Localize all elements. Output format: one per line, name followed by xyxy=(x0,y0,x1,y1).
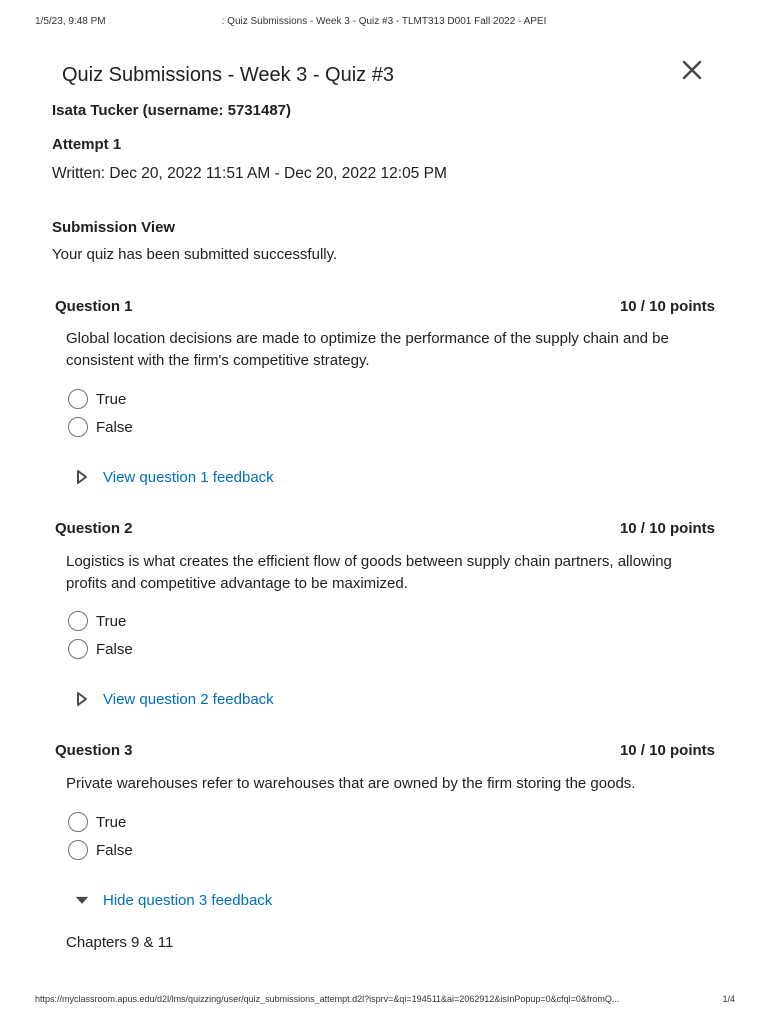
question-text: Global location decisions are made to optimize the performance of the supply chain and be consistent with the firm's competitive strategy. xyxy=(66,330,669,369)
attempt-written-time: Written: Dec 20, 2022 11:51 AM - Dec 20, 2022 12:05 PM xyxy=(52,165,447,182)
feedback-toggle-2[interactable] xyxy=(75,688,274,710)
question-text: Private warehouses refer to warehouses that are owned by the firm storing the goods. xyxy=(66,775,636,792)
radio-button[interactable] xyxy=(68,812,88,832)
radio-button[interactable] xyxy=(68,840,88,860)
page-title: Quiz Submissions - Week 3 - Quiz #3 xyxy=(62,64,394,86)
print-url: https://myclassroom.apus.edu/d2l/lms/quizzing/user/quiz_submissions_attempt.d2l?isprv=&qi=194511&ai=2062912&isInPopup=0&cfql=0&fromQ... xyxy=(35,994,620,1004)
caret-right-icon xyxy=(75,469,89,485)
question-2 xyxy=(55,520,715,720)
radio-button[interactable] xyxy=(68,611,88,631)
feedback-toggle-1[interactable] xyxy=(75,466,274,488)
question-number: Question 3 xyxy=(55,742,133,759)
radio-button[interactable] xyxy=(68,389,88,409)
option-label: False xyxy=(96,418,133,436)
attempt-label: Attempt 1 xyxy=(52,136,122,153)
question-text: Logistics is what creates the efficient flow of goods between supply chain partners, allowing profits and competitive advantage to be maximized. xyxy=(66,553,672,592)
radio-button[interactable] xyxy=(68,417,88,437)
option-true[interactable] xyxy=(68,609,126,633)
question-3 xyxy=(55,742,715,962)
question-header xyxy=(55,520,715,540)
question-header xyxy=(55,742,715,762)
close-button[interactable] xyxy=(678,56,706,84)
feedback-link[interactable]: View question 1 feedback xyxy=(103,468,274,486)
question-points: 10 / 10 points xyxy=(619,520,715,537)
caret-down-icon xyxy=(75,892,89,908)
question-points: 10 / 10 points xyxy=(619,298,715,315)
submission-message: Your quiz has been submitted successfully. xyxy=(52,246,338,263)
option-label: True xyxy=(96,390,127,408)
submission-view-label: Submission View xyxy=(52,219,176,236)
radio-button[interactable] xyxy=(68,639,88,659)
option-true[interactable] xyxy=(68,387,126,411)
feedback-content: Chapters 9 & 11 xyxy=(66,934,174,951)
question-1 xyxy=(55,298,715,498)
question-number: Question 2 xyxy=(55,520,133,537)
feedback-link[interactable]: Hide question 3 feedback xyxy=(103,891,273,909)
print-footer xyxy=(35,994,735,1008)
user-name: Isata Tucker (username: 5731487) xyxy=(52,102,292,119)
option-label: False xyxy=(96,640,133,658)
option-label: True xyxy=(96,813,127,831)
option-false[interactable] xyxy=(68,838,133,862)
option-label: False xyxy=(96,841,133,859)
print-title: : Quiz Submissions - Week 3 - Quiz #3 - TLMT313 D001 Fall 2022 - APEI xyxy=(221,16,547,27)
print-header xyxy=(35,16,733,30)
option-true[interactable] xyxy=(68,810,126,834)
option-false[interactable] xyxy=(68,637,133,661)
option-label: True xyxy=(96,612,127,630)
feedback-link[interactable]: View question 2 feedback xyxy=(103,690,274,708)
feedback-toggle-3[interactable] xyxy=(75,889,272,911)
option-false[interactable] xyxy=(68,415,133,439)
question-points: 10 / 10 points xyxy=(619,742,715,759)
print-page-number: 1/4 xyxy=(722,994,735,1004)
close-icon xyxy=(682,60,702,80)
question-number: Question 1 xyxy=(55,298,133,315)
caret-right-icon xyxy=(75,691,89,707)
question-header xyxy=(55,298,715,318)
print-date: 1/5/23, 9:48 PM xyxy=(35,16,106,27)
